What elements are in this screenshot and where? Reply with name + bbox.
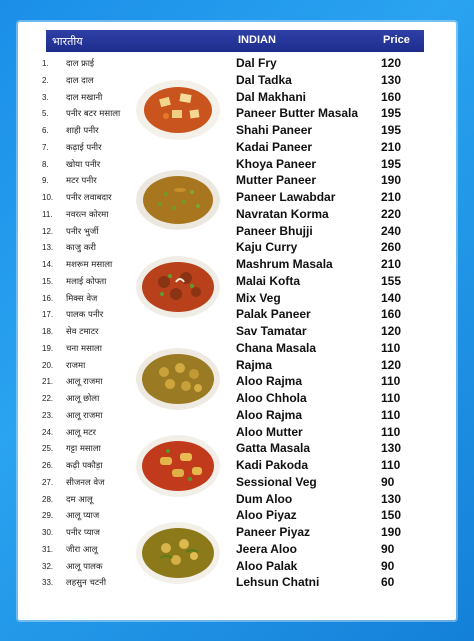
item-price: 110 — [381, 407, 401, 422]
item-number: 15. — [42, 276, 54, 286]
item-name-english: Khoya Paneer — [236, 156, 317, 171]
item-number: 18. — [42, 327, 54, 336]
item-name-hindi: जीरा आलू — [66, 544, 98, 555]
item-name-english: Aloo Rajma — [236, 407, 303, 422]
item-number: 5. — [42, 109, 49, 119]
menu-item-row — [18, 290, 456, 307]
item-price: 110 — [381, 458, 401, 472]
header-price-label: Price — [383, 34, 410, 46]
item-name-hindi: काजु करी — [66, 243, 96, 254]
item-name-hindi: दाल फ्राई — [66, 59, 95, 69]
item-name-hindi: दाल दाल — [66, 75, 94, 86]
item-number: 24. — [42, 427, 54, 437]
item-number: 27. — [42, 477, 54, 487]
item-price: 110 — [381, 424, 401, 439]
menu-item-row — [18, 206, 456, 223]
item-name-english: Mashrum Masala — [236, 257, 333, 271]
item-name-hindi: सीजनल वेज — [66, 477, 105, 488]
item-name-hindi: पनीर भुर्जी — [66, 226, 99, 237]
item-name-hindi: सेव टमाटर — [66, 327, 99, 337]
item-price: 190 — [381, 173, 402, 188]
item-name-english: Paneer Piyaz — [236, 525, 311, 539]
item-name-hindi: पनीर बटर मसाला — [66, 109, 121, 120]
item-price: 60 — [381, 575, 395, 590]
menu-list — [18, 55, 456, 591]
gatta-masala-dish-icon — [136, 435, 220, 497]
item-name-hindi: आलू राजमा — [66, 410, 103, 421]
item-price: 210 — [381, 139, 402, 154]
item-name-english: Aloo Piyaz — [236, 508, 297, 523]
item-price: 120 — [381, 357, 402, 372]
item-number: 21. — [42, 377, 54, 387]
item-name-hindi: आलू राजमा — [66, 377, 103, 388]
item-number: 32. — [42, 561, 54, 571]
item-price: 190 — [381, 525, 402, 539]
item-number: 28. — [42, 494, 54, 504]
menu-item-row — [18, 156, 456, 173]
item-price: 195 — [381, 123, 402, 137]
item-number: 23. — [42, 410, 54, 420]
item-name-hindi: मलाई कोफ्ता — [66, 276, 107, 287]
item-number: 3. — [42, 92, 49, 102]
item-name-hindi: आलू छोला — [66, 394, 100, 404]
item-price: 220 — [381, 206, 402, 221]
item-price: 260 — [381, 240, 402, 255]
item-name-english: Kaju Curry — [236, 240, 298, 255]
menu-item-row — [18, 407, 456, 424]
item-name-hindi: राजमा — [66, 360, 86, 371]
item-price: 160 — [381, 89, 402, 104]
item-name-english: Sessional Veg — [236, 474, 317, 489]
item-price: 150 — [381, 508, 402, 523]
item-name-english: Paneer Lawabdar — [236, 190, 336, 204]
item-number: 11. — [42, 209, 53, 219]
item-price: 210 — [381, 257, 402, 271]
aloo-palak-dish-icon — [136, 522, 220, 584]
malai-kofta-dish-icon — [136, 256, 220, 318]
item-name-english: Dum Aloo — [236, 491, 293, 506]
item-price: 120 — [381, 324, 402, 338]
item-price: 130 — [381, 441, 402, 456]
item-number: 16. — [42, 293, 54, 303]
item-price: 110 — [381, 391, 401, 405]
header-hindi-label: भारतीय — [52, 36, 83, 48]
menu-item-row — [18, 424, 456, 441]
item-name-hindi: मशरूम मसाला — [66, 260, 113, 270]
item-price: 240 — [381, 223, 402, 238]
item-name-english: Dal Tadka — [236, 72, 292, 87]
menu-item-row — [18, 89, 456, 106]
paneer-butter-masala-dish-icon — [136, 80, 220, 140]
item-number: 26. — [42, 461, 54, 470]
item-number: 30. — [42, 528, 54, 537]
item-number: 1. — [42, 59, 49, 68]
menu-item-row — [18, 256, 456, 273]
item-name-english: Jeera Aloo — [236, 541, 297, 556]
menu-item-row — [18, 72, 456, 89]
item-number: 2. — [42, 75, 49, 85]
menu-item-row — [18, 306, 456, 323]
item-price: 155 — [381, 273, 402, 288]
item-name-english: Aloo Palak — [236, 558, 298, 573]
item-price: 140 — [381, 290, 402, 305]
item-number: 14. — [42, 260, 54, 269]
menu-item-row — [18, 524, 456, 541]
item-name-english: Gatta Masala — [236, 441, 311, 456]
item-price: 90 — [381, 558, 395, 573]
item-number: 12. — [42, 226, 54, 236]
item-name-hindi: आलू प्याज — [66, 511, 100, 522]
item-name-english: Aloo Chhola — [236, 391, 307, 405]
item-name-hindi: खोया पनीर — [66, 159, 101, 170]
item-price: 110 — [381, 340, 401, 355]
item-number: 7. — [42, 142, 49, 152]
menu-item-row — [18, 491, 456, 508]
item-name-english: Lehsun Chatni — [236, 575, 320, 590]
menu-item-row — [18, 574, 456, 591]
item-name-hindi: लहसुन चटनी — [66, 578, 107, 589]
item-price: 130 — [381, 491, 402, 506]
aloo-rajma-dish-icon — [136, 348, 220, 410]
menu-item-row — [18, 122, 456, 139]
item-name-hindi: कढ़ी पकौड़ा — [66, 461, 103, 471]
item-price: 120 — [381, 56, 402, 70]
menu-item-row — [18, 172, 456, 189]
item-name-hindi: कढ़ाई पनीर — [66, 142, 102, 153]
menu-item-row — [18, 357, 456, 374]
menu-item-row — [18, 55, 456, 72]
item-number: 8. — [42, 159, 49, 169]
item-number: 17. — [42, 310, 54, 320]
menu-item-row — [18, 273, 456, 290]
menu-item-row — [18, 457, 456, 474]
item-number: 31. — [42, 544, 54, 554]
item-name-english: Kadai Paneer — [236, 139, 313, 154]
menu-card — [18, 22, 456, 620]
item-number: 20. — [42, 360, 54, 370]
item-price: 90 — [381, 474, 395, 489]
dal-dish-icon — [136, 170, 220, 230]
menu-item-row — [18, 340, 456, 357]
header-english-label: INDIAN — [238, 34, 276, 46]
item-name-english: Sav Tamatar — [236, 324, 307, 338]
item-name-hindi: चना मसाला — [66, 343, 103, 354]
item-number: 10. — [42, 193, 54, 202]
item-name-hindi: आलू मटर — [66, 427, 96, 438]
menu-item-row — [18, 223, 456, 240]
menu-header — [46, 30, 424, 52]
item-number: 22. — [42, 394, 54, 403]
menu-item-row — [18, 507, 456, 524]
item-number: 19. — [42, 343, 54, 353]
item-name-english: Dal Fry — [236, 56, 277, 70]
item-name-hindi: दाल मखानी — [66, 92, 103, 103]
item-name-hindi: आलू पालक — [66, 561, 103, 572]
item-price: 160 — [381, 307, 402, 322]
item-name-english: Dal Makhani — [236, 89, 307, 104]
item-name-hindi: पालक पनीर — [66, 310, 104, 321]
menu-item-row — [18, 189, 456, 206]
menu-item-row — [18, 139, 456, 156]
item-name-hindi: दम आलू — [66, 494, 93, 505]
item-name-hindi: मिक्स वेज — [66, 293, 98, 304]
item-name-hindi: नवरत्न कोरमा — [66, 209, 109, 220]
item-price: 210 — [381, 190, 402, 204]
item-number: 33. — [42, 578, 54, 588]
item-name-hindi: पनीर प्याज — [66, 528, 100, 538]
item-price: 90 — [381, 541, 395, 556]
item-name-english: Mutter Paneer — [236, 173, 317, 188]
item-name-english: Malai Kofta — [236, 273, 301, 288]
item-price: 110 — [381, 374, 401, 389]
item-price: 195 — [381, 106, 402, 121]
item-name-english: Palak Paneer — [236, 307, 311, 322]
item-name-english: Paneer Bhujji — [236, 223, 313, 238]
item-name-english: Navratan Korma — [236, 206, 329, 221]
menu-item-row — [18, 541, 456, 558]
item-name-english: Kadi Pakoda — [236, 458, 309, 472]
item-price: 195 — [381, 156, 402, 171]
item-name-hindi: गट्टा मसाला — [66, 444, 101, 455]
item-number: 29. — [42, 511, 54, 521]
item-name-hindi: शाही पनीर — [66, 126, 99, 136]
item-name-english: Chana Masala — [236, 340, 317, 355]
menu-item-row — [18, 390, 456, 407]
menu-item-row — [18, 440, 456, 457]
item-name-english: Mix Veg — [236, 290, 281, 305]
item-name-english: Aloo Rajma — [236, 374, 303, 389]
item-name-hindi: मटर पनीर — [66, 176, 97, 187]
item-number: 13. — [42, 243, 54, 253]
menu-item-row — [18, 474, 456, 491]
item-name-english: Paneer Butter Masala — [236, 106, 359, 121]
item-name-hindi: पनीर लवाबदार — [66, 193, 112, 203]
item-price: 130 — [381, 72, 402, 87]
item-number: 9. — [42, 176, 49, 186]
item-number: 25. — [42, 444, 54, 454]
item-number: 6. — [42, 126, 49, 135]
menu-item-row — [18, 105, 456, 122]
menu-item-row — [18, 373, 456, 390]
menu-item-row — [18, 558, 456, 575]
menu-item-row — [18, 239, 456, 256]
item-name-english: Shahi Paneer — [236, 123, 313, 137]
menu-item-row — [18, 323, 456, 340]
item-name-english: Aloo Mutter — [236, 424, 303, 439]
item-name-english: Rajma — [236, 357, 273, 372]
